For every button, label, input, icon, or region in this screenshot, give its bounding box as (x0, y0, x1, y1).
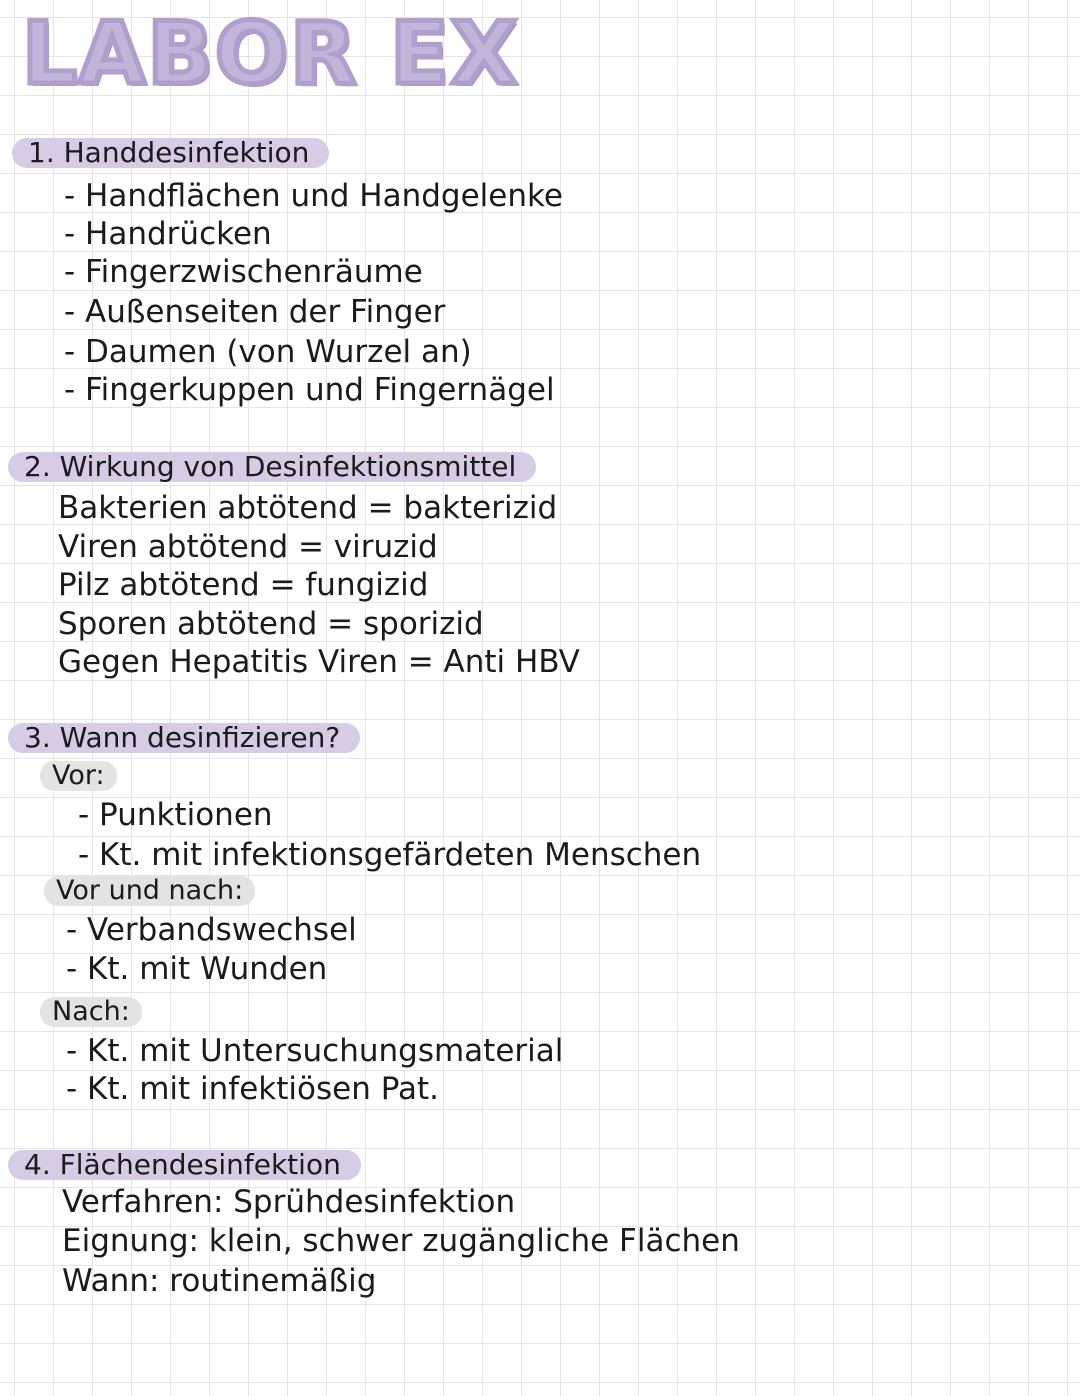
section-1-item: - Handflächen und Handgelenke (64, 178, 563, 214)
section-3-item: - Kt. mit Untersuchungsmaterial (66, 1033, 564, 1069)
page-title: LABOR EX (22, 4, 520, 104)
subheading-vor-und-nach: Vor und nach: (44, 876, 255, 906)
section-4-item: Eignung: klein, schwer zugängliche Flächen (62, 1223, 740, 1259)
section-3-heading: 3. Wann desinfizieren? (8, 723, 360, 753)
section-1-item: - Handrücken (64, 216, 272, 252)
section-4-item: Wann: routinemäßig (62, 1263, 377, 1299)
section-2-item: Sporen abtötend = sporizid (58, 606, 484, 642)
section-1-item: - Fingerkuppen und Fingernägel (64, 372, 555, 408)
section-1-item: - Daumen (von Wurzel an) (64, 334, 472, 370)
section-1-item: - Außenseiten der Finger (64, 294, 446, 330)
section-2-item: Bakterien abtötend = bakterizid (58, 490, 558, 526)
section-4-heading: 4. Flächendesinfektion (8, 1150, 361, 1180)
section-1-heading: 1. Handdesinfektion (12, 138, 329, 168)
subheading-vor: Vor: (40, 761, 117, 791)
section-3-item: - Punktionen (78, 797, 273, 833)
section-1-item: - Fingerzwischenräume (64, 254, 423, 290)
section-3-item: - Verbandswechsel (66, 912, 357, 948)
section-3-item: - Kt. mit infektiösen Pat. (66, 1071, 440, 1107)
section-4-item: Verfahren: Sprühdesinfektion (62, 1184, 516, 1220)
section-2-item: Pilz abtötend = fungizid (58, 567, 429, 603)
section-2-heading: 2. Wirkung von Desinfektionsmittel (8, 452, 536, 482)
section-2-item: Viren abtötend = viruzid (58, 529, 438, 565)
section-3-item: - Kt. mit infektionsgefärdeten Menschen (78, 837, 702, 873)
subheading-nach: Nach: (40, 997, 142, 1027)
section-3-item: - Kt. mit Wunden (66, 951, 328, 987)
section-2-item: Gegen Hepatitis Viren = Anti HBV (58, 644, 580, 680)
